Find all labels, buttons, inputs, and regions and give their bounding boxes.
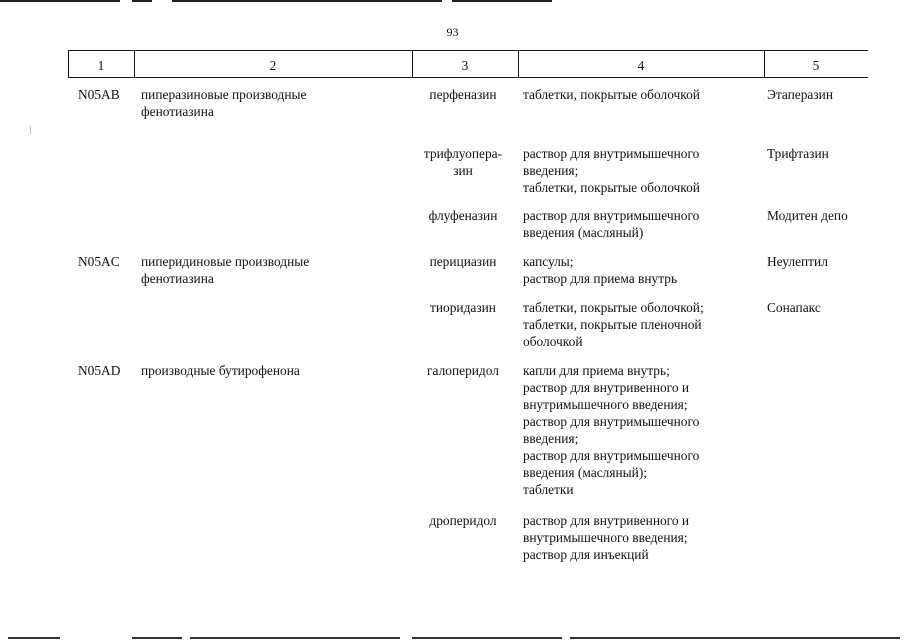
dosage-forms-line: введения (масляный); — [523, 465, 648, 480]
dosage-forms — [523, 253, 763, 287]
header-bottom-border — [68, 77, 868, 78]
atc-group-name-line: производные бутирофенона — [141, 363, 300, 378]
atc-code-line: N05AC — [78, 254, 120, 269]
trade-name-line: Сонапакс — [767, 300, 821, 315]
dosage-forms-line: раствор для внутривенного и — [523, 513, 690, 528]
column-header-1: 1 — [97, 58, 105, 73]
substance-name — [408, 86, 518, 103]
scan-edge-bottom — [8, 637, 60, 639]
column-header-5: 5 — [812, 58, 820, 73]
atc-group-name-line: фенотиазина — [141, 271, 214, 286]
column-header-3: 3 — [461, 58, 469, 73]
substance-name — [408, 299, 518, 316]
dosage-forms-line: внутримышечного введения; — [523, 530, 688, 545]
dosage-forms-line: раствор для инъекций — [523, 547, 649, 562]
dosage-forms-line: таблетки, покрытые оболочкой — [523, 87, 700, 102]
atc-group-name-line: пиперидиновые производные — [141, 254, 310, 269]
dosage-forms-line: раствор для внутримышечного — [523, 448, 700, 463]
dosage-forms-line: раствор для внутривенного и — [523, 380, 690, 395]
dosage-forms-line: введения; — [523, 431, 579, 446]
scan-edge-top — [452, 0, 552, 2]
atc-code-line: N05AB — [78, 87, 120, 102]
trade-name-line: Трифтазин — [767, 146, 829, 161]
substance-name — [408, 362, 518, 379]
dosage-forms — [523, 145, 763, 196]
dosage-forms-line: таблетки, покрытые оболочкой — [523, 180, 700, 195]
substance-name — [408, 512, 518, 529]
substance-name — [408, 253, 518, 270]
atc-code-line: N05AD — [78, 363, 121, 378]
dosage-forms-line: введения; — [523, 163, 579, 178]
dosage-forms-line: раствор для внутримышечного — [523, 208, 700, 223]
dosage-forms — [523, 512, 763, 563]
trade-name-line: Модитен депо — [767, 208, 848, 223]
substance-name-line: флуфеназин — [428, 208, 498, 223]
dosage-forms — [523, 86, 763, 103]
substance-name-line: трифлуопера- — [423, 146, 503, 161]
substance-name — [408, 145, 518, 179]
dosage-forms-line: раствор для внутримышечного — [523, 414, 700, 429]
scan-edge-bottom — [570, 637, 900, 639]
dosage-forms-line: внутримышечного введения; — [523, 397, 688, 412]
dosage-forms-line: таблетки — [523, 482, 574, 497]
atc-group-name-line: пиперазиновые производные — [141, 87, 307, 102]
dosage-forms-line: капсулы; — [523, 254, 574, 269]
dosage-forms-line: раствор для приема внутрь — [523, 271, 678, 286]
atc-group-name — [141, 86, 381, 120]
substance-name — [408, 207, 518, 224]
substance-name-line: дроперидол — [429, 513, 497, 528]
trade-name — [767, 253, 877, 270]
dosage-forms-line: таблетки, покрытые пленочной — [523, 317, 702, 332]
dosage-forms — [523, 299, 763, 350]
column-header-4: 4 — [637, 58, 645, 73]
scan-edge-bottom — [412, 637, 562, 639]
atc-group-name-line: фенотиазина — [141, 104, 214, 119]
substance-name-line: зин — [453, 163, 473, 178]
trade-name — [767, 299, 877, 316]
trade-name — [767, 86, 877, 103]
scan-edge-bottom — [190, 637, 400, 639]
substance-name-line: перициазин — [429, 254, 497, 269]
substance-name-line: галоперидол — [427, 363, 499, 378]
scan-edge-top — [0, 0, 120, 2]
trade-name-line: Этаперазин — [767, 87, 833, 102]
scan-edge-bottom — [132, 637, 182, 639]
table-top-border — [68, 50, 868, 51]
dosage-forms-line: раствор для внутримышечного — [523, 146, 700, 161]
trade-name — [767, 207, 877, 224]
page-number: 93 — [446, 25, 459, 39]
substance-name-line: тиоридазин — [430, 300, 496, 315]
atc-code — [78, 362, 120, 379]
trade-name-line: Неулептил — [767, 254, 828, 269]
trade-name — [767, 145, 877, 162]
dosage-forms — [523, 362, 763, 498]
atc-code — [78, 86, 120, 103]
substance-name-line: перфеназин — [429, 87, 497, 102]
dosage-forms-line: введения (масляный) — [523, 225, 644, 240]
dosage-forms-line: оболочкой — [523, 334, 583, 349]
column-header-2: 2 — [269, 58, 277, 73]
scan-edge-top — [132, 0, 152, 2]
atc-group-name — [141, 253, 381, 287]
dosage-forms-line: таблетки, покрытые оболочкой; — [523, 300, 704, 315]
atc-group-name — [141, 362, 381, 379]
dosage-forms — [523, 207, 763, 241]
dosage-forms-line: капли для приема внутрь; — [523, 363, 670, 378]
scan-mark — [30, 126, 31, 134]
scan-edge-top — [172, 0, 442, 2]
atc-code — [78, 253, 120, 270]
